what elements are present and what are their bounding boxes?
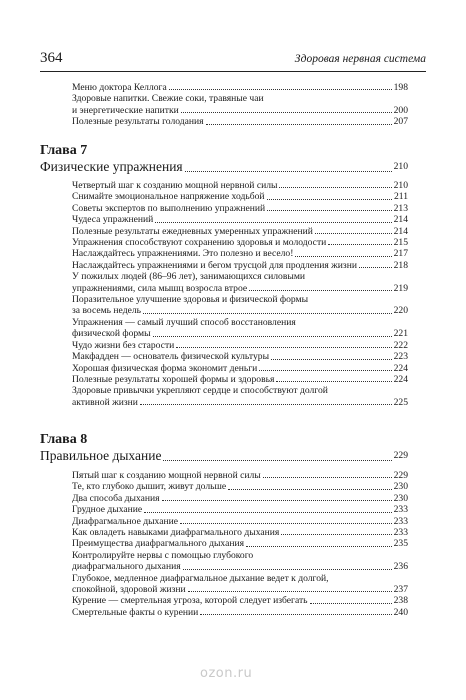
toc-entry-page: 233	[393, 515, 408, 527]
dot-leader	[163, 460, 391, 461]
toc-entry-row	[72, 203, 408, 214]
toc-entry-row	[72, 305, 408, 316]
toc-entry-row	[72, 363, 408, 374]
toc-entry-page: 233	[393, 504, 408, 516]
toc-entry	[72, 226, 408, 237]
dot-leader	[153, 336, 392, 337]
chapter-label: Глава 7	[40, 143, 88, 158]
toc-entry-row	[72, 527, 408, 538]
dot-leader	[188, 591, 392, 592]
toc-entry-title: Наслаждайтесь упражнениями. Это полезно и весело!	[72, 248, 294, 260]
dot-leader	[176, 347, 391, 348]
toc-entry-page: 217	[393, 248, 408, 260]
toc-entry-row	[72, 260, 408, 271]
toc-entry-title: Наслаждайтесь упражнениями и бегом трусцой для продления жизни	[72, 259, 357, 271]
toc-entry-row	[72, 397, 408, 408]
dot-leader	[267, 210, 391, 211]
toc-entry-line: Здоровые напитки. Свежие соки, травяные чаи	[72, 93, 264, 105]
chapter-7-entries	[72, 180, 408, 408]
dot-leader	[180, 523, 392, 524]
toc-entry	[72, 363, 408, 374]
toc-entry-title: Смертельные факты о курении	[72, 606, 199, 618]
toc-entry-row	[72, 374, 408, 385]
toc-entry-title: Те, кто глубоко дышит, живут дольше	[72, 481, 227, 493]
page-header	[40, 50, 426, 72]
dot-leader	[144, 512, 391, 513]
dot-leader	[246, 546, 392, 547]
toc-entry-row	[72, 191, 408, 202]
toc-entry-title: Упражнения способствуют сохранению здоровья и молодости	[72, 237, 327, 249]
dot-leader	[263, 477, 392, 478]
dot-leader	[200, 614, 391, 615]
toc-entry-row	[72, 248, 408, 259]
toc-entry-page: 223	[393, 351, 408, 363]
dot-leader	[228, 489, 391, 490]
toc-entry-title: Грудное дыхание	[72, 504, 143, 516]
toc-entry-page: 225	[393, 396, 408, 408]
toc-entry	[72, 93, 408, 116]
toc-entry-line: Контролируйте нервы с помощью глубокого	[72, 549, 254, 561]
toc-entry-title: Полезные результаты голодания	[72, 116, 204, 128]
toc-entry	[72, 248, 408, 259]
toc-entry-title: Четвертый шаг к созданию мощной нервной силы	[72, 180, 278, 191]
toc-entry	[72, 516, 408, 527]
toc-entry-title: упражнениями, сила мышц возросла втрое	[72, 282, 248, 294]
toc-entry-page: 238	[393, 595, 408, 607]
toc-entry-page: 198	[393, 82, 408, 93]
toc-entry-row	[72, 105, 408, 116]
toc-entry	[72, 191, 408, 202]
toc-entry	[72, 481, 408, 492]
dot-leader	[169, 89, 392, 90]
toc-entry	[72, 607, 408, 618]
dot-leader	[206, 124, 392, 125]
toc-entry-row	[72, 237, 408, 248]
toc-entry-title: Пятый шаг к созданию мощной нервной силы	[72, 470, 261, 481]
toc-entry-page: 237	[393, 584, 408, 596]
toc-top-section	[72, 82, 408, 128]
toc-entry-title: физической формы	[72, 328, 151, 340]
chapter-title: Правильное дыхание	[40, 448, 162, 463]
toc-entry-title: Курение — смертельная угроза, которой следует избегать	[72, 595, 308, 607]
chapter-8-entries	[72, 470, 408, 618]
dot-leader	[143, 313, 392, 314]
toc-entry-row	[72, 180, 408, 191]
toc-entry	[72, 385, 408, 408]
toc-entry-row	[72, 538, 408, 549]
dot-leader	[185, 171, 392, 172]
dot-leader	[140, 404, 392, 405]
toc-entry-row	[72, 470, 408, 481]
toc-entry	[72, 294, 408, 317]
toc-entry	[72, 573, 408, 596]
toc-entry-title: за восемь недель	[72, 305, 141, 317]
toc-entry	[72, 116, 408, 127]
toc-entry-page: 224	[393, 373, 408, 385]
toc-entry-row	[72, 584, 408, 595]
toc-entry-title: Полезные результаты хорошей формы и здоровья	[72, 373, 275, 385]
toc-entry-row	[72, 504, 408, 515]
toc-entry	[72, 550, 408, 573]
toc-entry-title: активной жизни	[72, 396, 138, 408]
chapter-label: Глава 8	[40, 432, 88, 447]
toc-entry	[72, 470, 408, 481]
dot-leader	[267, 199, 392, 200]
chapter-8	[40, 431, 408, 464]
toc-entry-title: Диафрагмальное дыхание	[72, 515, 179, 527]
toc-entry-title: Чудо жизни без старости	[72, 339, 175, 351]
page-number: 364	[40, 50, 63, 66]
toc-entry-title: спокойной, здоровой жизни	[72, 584, 186, 596]
dot-leader	[249, 290, 391, 291]
dot-leader	[359, 267, 392, 268]
toc-entry-title: Полезные результаты ежедневных умеренных упражнений	[72, 225, 313, 237]
chapter-7	[40, 142, 408, 175]
dot-leader	[310, 603, 392, 604]
toc-entry-page: 240	[393, 606, 408, 618]
toc-entry-title: Советы экспертов по выполнению упражнений	[72, 202, 266, 214]
header-rule	[40, 71, 426, 72]
toc-entry-title: диафрагмального дыхания	[72, 561, 181, 573]
toc-entry-page: 230	[393, 492, 408, 504]
dot-leader	[328, 244, 391, 245]
toc-entry-title: Как овладеть навыками диафрагмального дыхания	[72, 527, 280, 539]
toc-entry-page: 218	[393, 259, 408, 271]
toc-entry-title: и энергетические напитки	[72, 104, 179, 116]
toc-entry-title: Хорошая физическая форма экономит деньги	[72, 362, 258, 374]
toc-entry	[72, 82, 408, 93]
toc-entry	[72, 538, 408, 549]
toc-entry-page: 224	[393, 362, 408, 374]
toc-entry-row	[72, 214, 408, 225]
toc-entry-row	[72, 493, 408, 504]
toc-entry-row	[72, 351, 408, 362]
toc-entry-row	[72, 595, 408, 606]
toc-entry-line: Здоровые привычки укрепляют сердце и способствуют долгой	[72, 385, 328, 397]
toc-entry	[72, 595, 408, 606]
toc-entry-page: 229	[393, 470, 408, 481]
dot-leader	[295, 256, 391, 257]
toc-entry	[72, 527, 408, 538]
toc-entry-row	[72, 328, 408, 339]
toc-entry-page: 213	[393, 202, 408, 214]
dot-leader	[281, 534, 391, 535]
toc-entry	[72, 340, 408, 351]
toc-entry-line: Упражнения — самый лучший способ восстановления	[72, 316, 296, 328]
toc-entry-line: У пожилых людей (86–96 лет), занимающихся силовыми	[72, 271, 306, 283]
toc-entry-row	[72, 226, 408, 237]
toc-entry-page: 230	[393, 481, 408, 493]
toc-entry	[72, 271, 408, 294]
dot-leader	[155, 222, 391, 223]
toc-entry	[72, 237, 408, 248]
dot-leader	[181, 112, 392, 113]
toc-entry	[72, 214, 408, 225]
dot-leader	[162, 500, 392, 501]
toc-entry-line: Глубокое, медленное диафрагмальное дыхание ведет к долгой,	[72, 572, 329, 584]
toc-entry-page: 215	[393, 237, 408, 249]
toc-entry-row	[72, 561, 408, 572]
watermark: ozon.ru	[200, 666, 253, 681]
toc-entry-page: 233	[393, 527, 408, 539]
toc-entry-page: 211	[393, 191, 408, 203]
toc-entry	[72, 317, 408, 340]
dot-leader	[183, 569, 392, 570]
toc-entry-row	[72, 82, 408, 93]
toc-entry	[72, 493, 408, 504]
toc-entry	[72, 260, 408, 271]
toc-entry-page: 222	[393, 339, 408, 351]
running-title: Здоровая нервная система	[294, 53, 426, 65]
toc-entry-title: Чудеса упражнений	[72, 214, 154, 226]
chapter-title: Физические упражнения	[40, 159, 183, 174]
dot-leader	[259, 370, 391, 371]
toc-entry	[72, 203, 408, 214]
chapter-page: 229	[393, 450, 408, 461]
toc-entry	[72, 374, 408, 385]
toc-entry	[72, 504, 408, 515]
dot-leader	[271, 359, 392, 360]
toc-entry-row	[72, 516, 408, 527]
toc-entry-line: Поразительное улучшение здоровья и физической формы	[72, 294, 309, 306]
toc-entry-title: Два способа дыхания	[72, 492, 160, 504]
toc-entry-page: 221	[393, 328, 408, 340]
toc-entry-page: 200	[393, 104, 408, 116]
dot-leader	[279, 187, 391, 188]
toc-entry-page: 219	[393, 282, 408, 294]
toc-entry-row	[72, 116, 408, 127]
chapter-title-row	[40, 159, 408, 175]
toc-entry-title: Преимущества диафрагмального дыхания	[72, 538, 245, 550]
toc-entry-page: 210	[393, 180, 408, 191]
toc-entry-title: Меню доктора Келлога	[72, 82, 167, 93]
toc-entry	[72, 351, 408, 362]
toc-entry-row	[72, 340, 408, 351]
toc-entry-page: 220	[393, 305, 408, 317]
toc-entry-row	[72, 283, 408, 294]
toc-entry-page: 207	[393, 116, 408, 128]
toc-entry	[72, 180, 408, 191]
toc-entry-row	[72, 607, 408, 618]
toc-entry-page: 236	[393, 561, 408, 573]
toc-entry-page: 214	[393, 214, 408, 226]
chapter-page: 210	[393, 161, 408, 172]
toc-entry-page: 214	[393, 225, 408, 237]
dot-leader	[315, 233, 392, 234]
toc-entry-title: Макфадден — основатель физической культуры	[72, 351, 270, 363]
toc-entry-page: 235	[393, 538, 408, 550]
dot-leader	[276, 381, 391, 382]
toc-entry-row	[72, 481, 408, 492]
chapter-title-row	[40, 448, 408, 464]
toc-entry-title: Снимайте эмоциональное напряжение ходьбой	[72, 191, 265, 203]
